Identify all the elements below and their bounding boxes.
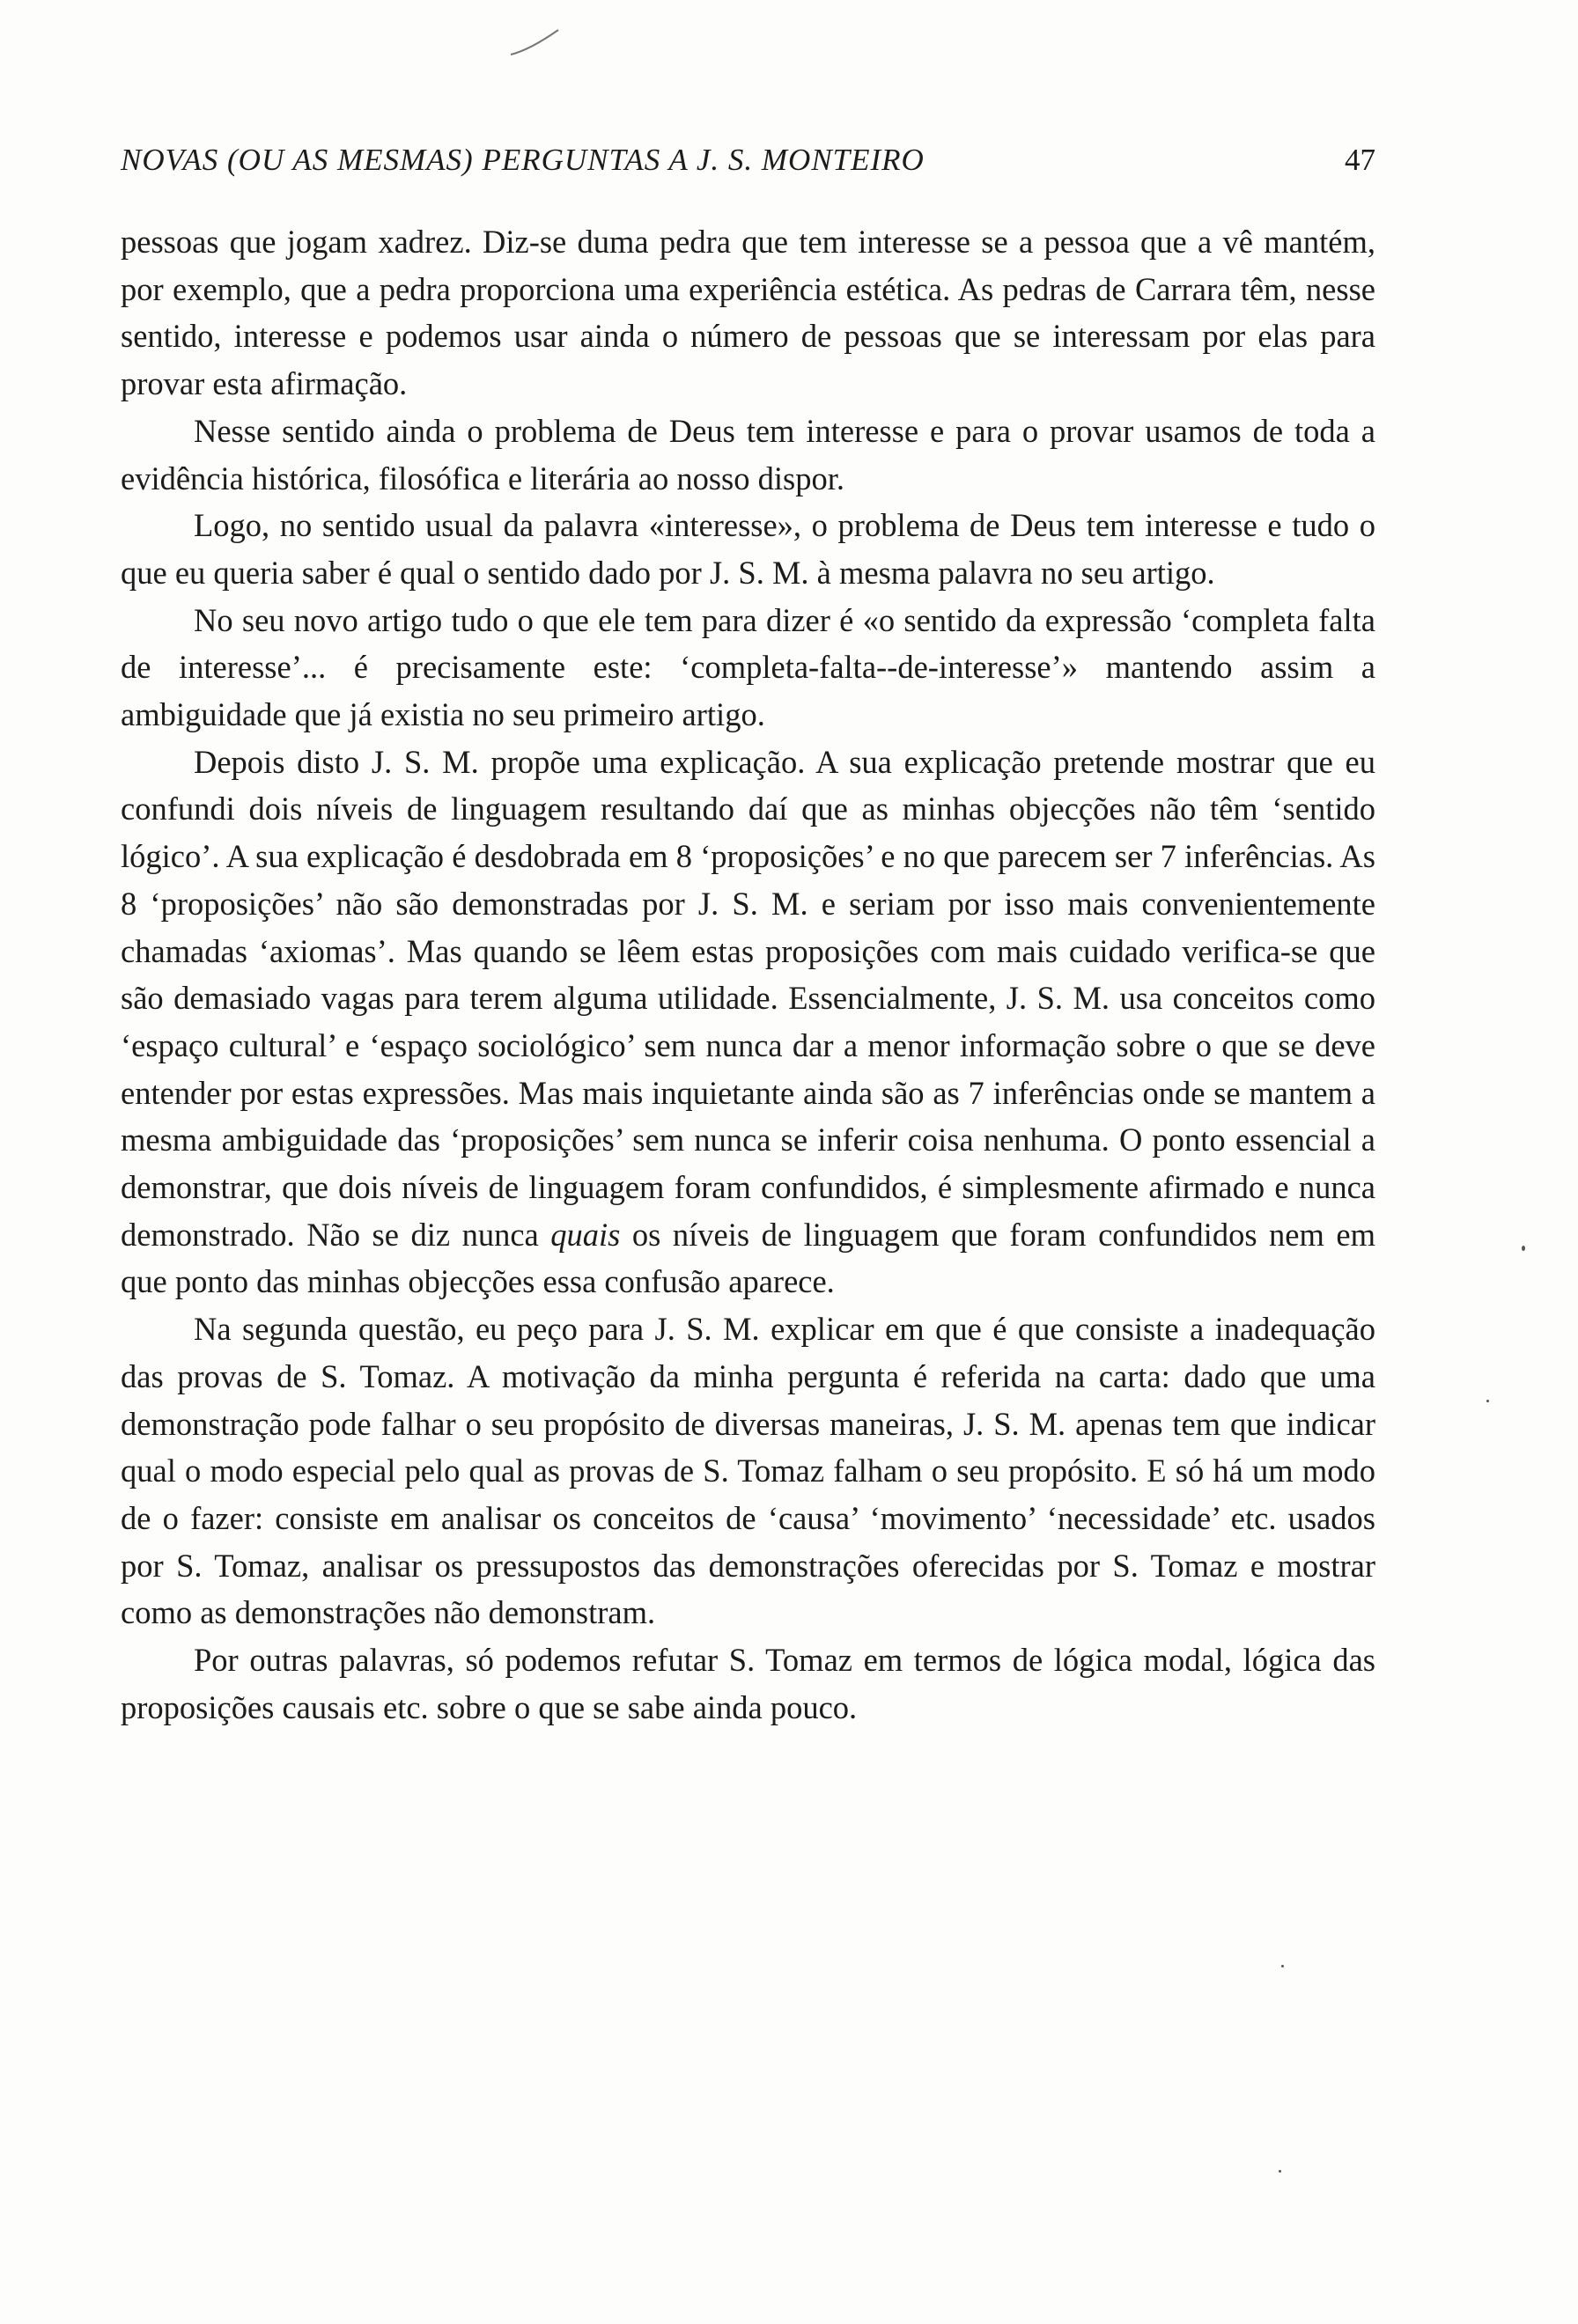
paragraph-7: Por outras palavras, só podemos refutar S. Tomaz em termos de lógica modal, lógica das proposições causais etc. sobre o que se sabe ainda pouco. bbox=[121, 1642, 1375, 1725]
page-header bbox=[121, 134, 1375, 187]
body-text bbox=[121, 218, 1375, 1732]
scan-speck bbox=[1281, 1965, 1284, 1967]
paragraph-1: pessoas que jogam xadrez. Diz-se duma pedra que tem interesse se a pessoa que a vê mantém, por exemplo, que a pedra proporciona uma experiência estética. As pedras de Carrara têm, nesse sentido, interesse e podemos usar ainda o número de pessoas que se interessam por elas para provar esta afirmação. bbox=[121, 224, 1375, 402]
scan-speck bbox=[1279, 2170, 1281, 2173]
paragraph-6: Na segunda questão, eu peço para J. S. M. explicar em que é que consiste a inadequação das provas de S. Tomaz. A motivação da minha pergunta é referida na carta: dado que uma demonstração pode falhar o seu propósito de diversas maneiras, J. S. M. apenas tem que indicar qual o modo especial pelo qual as provas de S. Tomaz falham o seu propósito. E só há um modo de o fazer: consiste em analisar os conceitos de ‘causa’ ‘movimento’ ‘necessidade’ etc. usados por S. Tomaz, analisar os pressupostos das demonstrações oferecidas por S. Tomaz e mostrar como as demonstrações não demonstram. bbox=[121, 1311, 1375, 1631]
paragraph-2: Nesse sentido ainda o problema de Deus tem interesse e para o provar usamos de toda a evidência histórica, filosófica e literária ao nosso dispor. bbox=[121, 412, 1375, 496]
scan-speck bbox=[1522, 1246, 1525, 1251]
italic-word: quais bbox=[550, 1216, 621, 1253]
scan-speck bbox=[1486, 1400, 1489, 1402]
page-number: 47 bbox=[1345, 143, 1375, 177]
paragraph-3: Logo, no sentido usual da palavra «interesse», o problema de Deus tem interesse e tudo o que eu queria saber é qual o sentido dado por J. S. M. à mesma palavra no seu artigo. bbox=[121, 507, 1375, 591]
running-title: NOVAS (OU AS MESMAS) PERGUNTAS A J. S. MONTEIRO bbox=[121, 143, 925, 177]
paragraph-5-text: Depois disto J. S. M. propõe uma explicação. A sua explicação pretende mostrar que eu confundi dois níveis de linguagem resultando daí que as minhas objecções não têm ‘sentido lógico’. A sua explicação é desdobrada em 8 ‘proposições’ e no que parecem ser 7 inferências. As 8 ‘proposições’ não são demonstradas por J. S. M. e seriam por isso mais convenientemente chamadas ‘axiomas’. Mas quando se lêem estas proposições com mais cuidado verifica-se que são demasiado vagas para terem alguma utilidade. Essencialmente, J. S. M. usa conceitos como ‘espaço cultural’ e ‘espaço sociológico’ sem nunca dar a menor informação sobre o que se deve entender por estas expressões. Mas mais inquietante ainda são as 7 inferências onde se mantem a mesma ambiguidade das ‘proposições’ sem nunca se inferir coisa nenhuma. O ponto essencial a demonstrar, que dois níveis de linguagem foram confundidos, é simplesmente afirmado e nunca demonstrado. Não se diz nunca bbox=[121, 743, 1375, 1253]
paragraph-5 bbox=[121, 739, 1375, 1305]
scan-mark bbox=[509, 25, 562, 60]
paragraph-5-text-after: os níveis de linguagem que foram confundidos nem em que ponto das minhas objecções essa confusão aparece. bbox=[121, 1216, 1376, 1300]
paragraph-4: No seu novo artigo tudo o que ele tem para dizer é «o sentido da expressão ‘completa falta de interesse’... é precisamente este: ‘completa-falta--de-interesse’» mantendo assim a ambiguidade que já existia no seu primeiro artigo. bbox=[121, 601, 1375, 733]
